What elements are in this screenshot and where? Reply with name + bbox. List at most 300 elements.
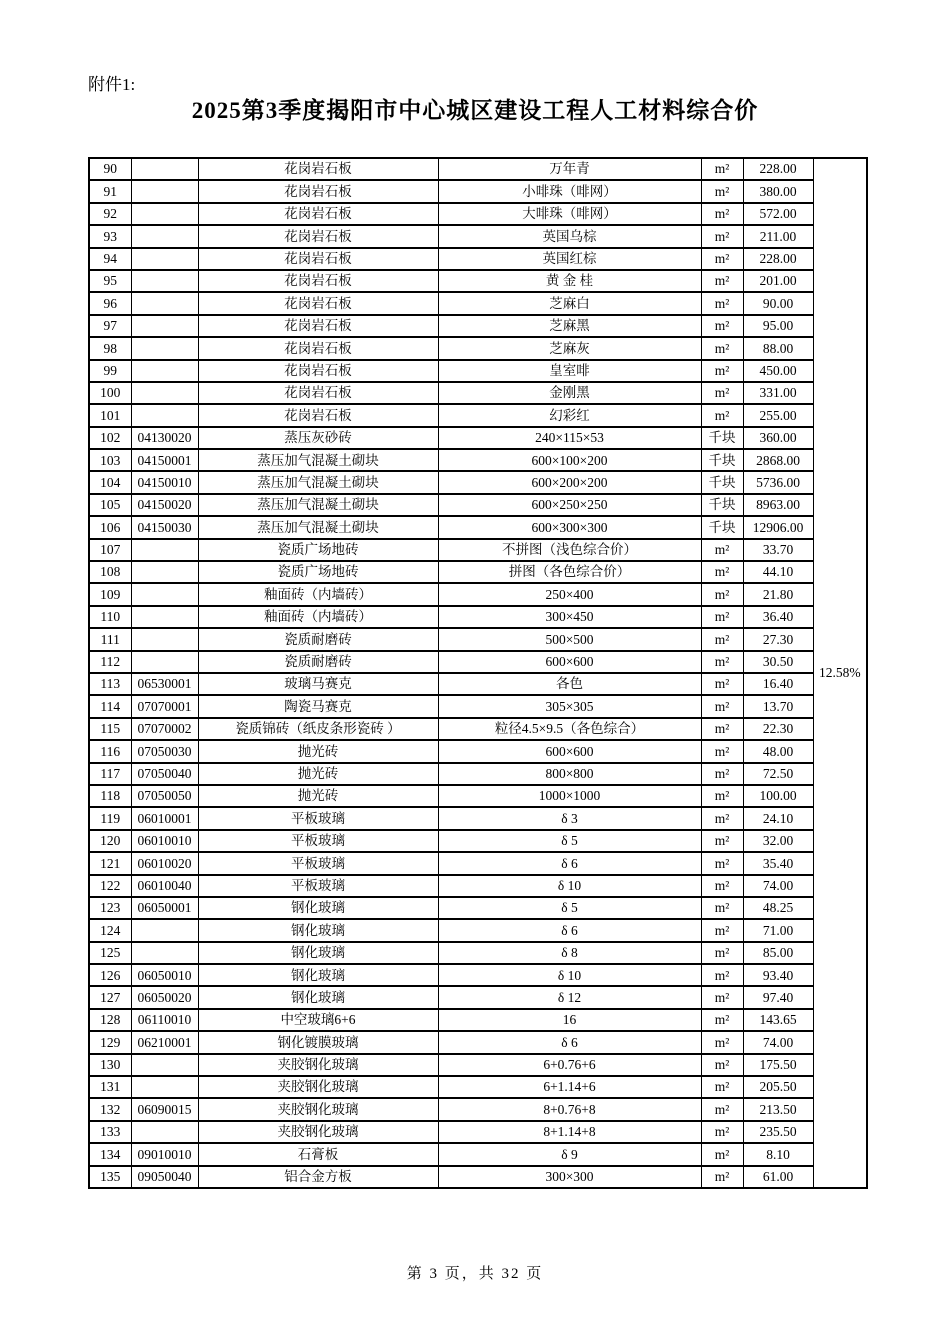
cell-unit: m² <box>701 292 743 314</box>
cell-spec: 芝麻灰 <box>438 337 701 359</box>
cell-spec: 250×400 <box>438 583 701 605</box>
table-row <box>89 248 867 270</box>
cell-row-number: 107 <box>89 539 131 561</box>
cell-unit: m² <box>701 942 743 964</box>
cell-row-number: 93 <box>89 225 131 247</box>
table-row <box>89 583 867 605</box>
cell-spec: 1000×1000 <box>438 785 701 807</box>
cell-spec: δ 6 <box>438 919 701 941</box>
cell-row-number: 129 <box>89 1031 131 1053</box>
cell-spec: 芝麻黑 <box>438 315 701 337</box>
attachment-label: 附件1: <box>88 75 136 94</box>
cell-material-name: 夹胶钢化玻璃 <box>198 1121 438 1143</box>
table-row <box>89 875 867 897</box>
cell-code <box>131 158 198 180</box>
table-row <box>89 516 867 538</box>
cell-material-name: 铝合金方板 <box>198 1166 438 1188</box>
cell-price: 228.00 <box>743 248 813 270</box>
cell-unit: m² <box>701 561 743 583</box>
cell-material-name: 夹胶钢化玻璃 <box>198 1098 438 1120</box>
cell-unit: m² <box>701 1121 743 1143</box>
cell-price: 85.00 <box>743 942 813 964</box>
cell-code: 06050001 <box>131 897 198 919</box>
cell-unit: m² <box>701 248 743 270</box>
cell-unit: 千块 <box>701 449 743 471</box>
cell-material-name: 夹胶钢化玻璃 <box>198 1054 438 1076</box>
cell-unit: m² <box>701 270 743 292</box>
cell-unit: m² <box>701 785 743 807</box>
table-row <box>89 382 867 404</box>
cell-material-name: 花岗岩石板 <box>198 315 438 337</box>
cell-row-number: 99 <box>89 360 131 382</box>
cell-code <box>131 628 198 650</box>
table-row <box>89 225 867 247</box>
table-row <box>89 785 867 807</box>
cell-price: 71.00 <box>743 919 813 941</box>
cell-row-number: 115 <box>89 718 131 740</box>
cell-spec: 800×800 <box>438 763 701 785</box>
cell-price: 380.00 <box>743 180 813 202</box>
cell-row-number: 125 <box>89 942 131 964</box>
table-row <box>89 1076 867 1098</box>
cell-code <box>131 404 198 426</box>
cell-code <box>131 292 198 314</box>
cell-code: 06050010 <box>131 964 198 986</box>
cell-material-name: 钢化镀膜玻璃 <box>198 1031 438 1053</box>
cell-unit: m² <box>701 718 743 740</box>
table-row <box>89 651 867 673</box>
cell-material-name: 花岗岩石板 <box>198 360 438 382</box>
cell-row-number: 92 <box>89 203 131 225</box>
cell-spec: 6+0.76+6 <box>438 1054 701 1076</box>
cell-row-number: 119 <box>89 807 131 829</box>
cell-price: 44.10 <box>743 561 813 583</box>
cell-row-number: 133 <box>89 1121 131 1143</box>
cell-row-number: 135 <box>89 1166 131 1188</box>
cell-code <box>131 203 198 225</box>
cell-code <box>131 1121 198 1143</box>
cell-material-name: 花岗岩石板 <box>198 270 438 292</box>
cell-price: 450.00 <box>743 360 813 382</box>
cell-unit: m² <box>701 1031 743 1053</box>
cell-material-name: 花岗岩石板 <box>198 404 438 426</box>
cell-unit: m² <box>701 404 743 426</box>
cell-price: 36.40 <box>743 606 813 628</box>
cell-row-number: 116 <box>89 740 131 762</box>
cell-spec: δ 3 <box>438 807 701 829</box>
cell-unit: m² <box>701 1098 743 1120</box>
cell-code: 07050040 <box>131 763 198 785</box>
table-row <box>89 718 867 740</box>
cell-row-number: 110 <box>89 606 131 628</box>
cell-row-number: 123 <box>89 897 131 919</box>
table-row <box>89 1143 867 1165</box>
cell-price: 12906.00 <box>743 516 813 538</box>
cell-code: 04150001 <box>131 449 198 471</box>
cell-row-number: 122 <box>89 875 131 897</box>
cell-price: 27.30 <box>743 628 813 650</box>
cell-price: 8.10 <box>743 1143 813 1165</box>
cell-price: 143.65 <box>743 1009 813 1031</box>
cell-code: 06010040 <box>131 875 198 897</box>
cell-row-number: 109 <box>89 583 131 605</box>
cell-material-name: 平板玻璃 <box>198 875 438 897</box>
table-row <box>89 1009 867 1031</box>
cell-spec: 500×500 <box>438 628 701 650</box>
cell-code <box>131 225 198 247</box>
table-row <box>89 852 867 874</box>
cell-price: 213.50 <box>743 1098 813 1120</box>
table-row <box>89 337 867 359</box>
cell-price: 97.40 <box>743 986 813 1008</box>
cell-spec: 黄 金 桂 <box>438 270 701 292</box>
cell-row-number: 112 <box>89 651 131 673</box>
cell-spec: 600×100×200 <box>438 449 701 471</box>
cell-material-name: 钢化玻璃 <box>198 897 438 919</box>
table-row <box>89 270 867 292</box>
cell-unit: 千块 <box>701 494 743 516</box>
cell-row-number: 94 <box>89 248 131 270</box>
cell-material-name: 花岗岩石板 <box>198 203 438 225</box>
table-row <box>89 897 867 919</box>
cell-unit: m² <box>701 180 743 202</box>
cell-code: 04150010 <box>131 471 198 493</box>
cell-material-name: 蒸压加气混凝土砌块 <box>198 494 438 516</box>
cell-material-name: 抛光砖 <box>198 763 438 785</box>
cell-row-number: 100 <box>89 382 131 404</box>
cell-material-name: 玻璃马赛克 <box>198 673 438 695</box>
cell-code <box>131 180 198 202</box>
cell-row-number: 120 <box>89 830 131 852</box>
cell-row-number: 111 <box>89 628 131 650</box>
cell-spec: 英国红棕 <box>438 248 701 270</box>
cell-price: 205.50 <box>743 1076 813 1098</box>
cell-row-number: 91 <box>89 180 131 202</box>
cell-unit: m² <box>701 315 743 337</box>
cell-spec: 8+0.76+8 <box>438 1098 701 1120</box>
price-table-body <box>89 158 867 1188</box>
table-row <box>89 427 867 449</box>
cell-unit: m² <box>701 628 743 650</box>
cell-price: 255.00 <box>743 404 813 426</box>
cell-row-number: 108 <box>89 561 131 583</box>
cell-spec: 不拼图（浅色综合价） <box>438 539 701 561</box>
cell-material-name: 花岗岩石板 <box>198 158 438 180</box>
cell-spec: 300×450 <box>438 606 701 628</box>
cell-unit: m² <box>701 673 743 695</box>
cell-price: 35.40 <box>743 852 813 874</box>
cell-spec: 305×305 <box>438 695 701 717</box>
cell-unit: m² <box>701 203 743 225</box>
cell-spec: 金刚黑 <box>438 382 701 404</box>
cell-row-number: 103 <box>89 449 131 471</box>
cell-price: 235.50 <box>743 1121 813 1143</box>
cell-spec: 粒径4.5×9.5（各色综合） <box>438 718 701 740</box>
cell-price: 88.00 <box>743 337 813 359</box>
cell-unit: m² <box>701 919 743 941</box>
cell-row-number: 130 <box>89 1054 131 1076</box>
table-row <box>89 807 867 829</box>
cell-material-name: 中空玻璃6+6 <box>198 1009 438 1031</box>
table-row <box>89 315 867 337</box>
cell-unit: m² <box>701 606 743 628</box>
cell-code: 06050020 <box>131 986 198 1008</box>
cell-code <box>131 382 198 404</box>
cell-code: 06210001 <box>131 1031 198 1053</box>
cell-material-name: 瓷质锦砖（纸皮条形瓷砖 ） <box>198 718 438 740</box>
cell-code <box>131 1054 198 1076</box>
cell-price: 21.80 <box>743 583 813 605</box>
cell-price: 201.00 <box>743 270 813 292</box>
cell-code: 06010001 <box>131 807 198 829</box>
cell-spec: 小啡珠（啡网） <box>438 180 701 202</box>
cell-spec: δ 6 <box>438 852 701 874</box>
table-row <box>89 695 867 717</box>
table-row <box>89 1098 867 1120</box>
cell-unit: 千块 <box>701 471 743 493</box>
cell-material-name: 蒸压加气混凝土砌块 <box>198 471 438 493</box>
cell-code <box>131 606 198 628</box>
cell-code: 07050030 <box>131 740 198 762</box>
table-row <box>89 830 867 852</box>
table-row <box>89 180 867 202</box>
cell-spec: 芝麻白 <box>438 292 701 314</box>
cell-unit: m² <box>701 651 743 673</box>
table-row <box>89 1054 867 1076</box>
cell-price: 100.00 <box>743 785 813 807</box>
cell-row-number: 124 <box>89 919 131 941</box>
cell-row-number: 114 <box>89 695 131 717</box>
cell-spec: δ 9 <box>438 1143 701 1165</box>
material-price-table <box>88 157 868 1189</box>
cell-unit: m² <box>701 986 743 1008</box>
cell-material-name: 瓷质广场地砖 <box>198 539 438 561</box>
cell-price: 360.00 <box>743 427 813 449</box>
cell-unit: m² <box>701 1076 743 1098</box>
cell-code: 04150030 <box>131 516 198 538</box>
cell-material-name: 平板玻璃 <box>198 852 438 874</box>
table-row <box>89 942 867 964</box>
cell-unit: m² <box>701 1166 743 1188</box>
cell-material-name: 钢化玻璃 <box>198 964 438 986</box>
cell-price: 5736.00 <box>743 471 813 493</box>
cell-code: 07070002 <box>131 718 198 740</box>
cell-material-name: 蒸压加气混凝土砌块 <box>198 449 438 471</box>
cell-row-number: 105 <box>89 494 131 516</box>
cell-spec: δ 8 <box>438 942 701 964</box>
cell-row-number: 96 <box>89 292 131 314</box>
cell-spec: 300×300 <box>438 1166 701 1188</box>
cell-spec: 600×250×250 <box>438 494 701 516</box>
table-row <box>89 539 867 561</box>
cell-spec: 各色 <box>438 673 701 695</box>
table-row <box>89 292 867 314</box>
cell-code: 09050040 <box>131 1166 198 1188</box>
cell-code: 06010020 <box>131 852 198 874</box>
cell-price: 48.00 <box>743 740 813 762</box>
cell-price: 211.00 <box>743 225 813 247</box>
cell-material-name: 花岗岩石板 <box>198 382 438 404</box>
cell-material-name: 钢化玻璃 <box>198 986 438 1008</box>
cell-material-name: 夹胶钢化玻璃 <box>198 1076 438 1098</box>
cell-unit: m² <box>701 763 743 785</box>
table-row <box>89 404 867 426</box>
cell-price: 228.00 <box>743 158 813 180</box>
cell-unit: m² <box>701 337 743 359</box>
page-footer: 第 3 页，共 32 页 <box>406 1266 544 1282</box>
cell-unit: m² <box>701 1009 743 1031</box>
cell-spec: δ 5 <box>438 830 701 852</box>
table-row <box>89 203 867 225</box>
cell-material-name: 花岗岩石板 <box>198 337 438 359</box>
table-row <box>89 1166 867 1188</box>
cell-unit: m² <box>701 875 743 897</box>
cell-unit: m² <box>701 225 743 247</box>
cell-price: 33.70 <box>743 539 813 561</box>
cell-price: 572.00 <box>743 203 813 225</box>
cell-unit: m² <box>701 807 743 829</box>
cell-price: 16.40 <box>743 673 813 695</box>
cell-price: 8963.00 <box>743 494 813 516</box>
cell-material-name: 蒸压灰砂砖 <box>198 427 438 449</box>
table-row <box>89 606 867 628</box>
table-row <box>89 763 867 785</box>
cell-code <box>131 337 198 359</box>
cell-price: 90.00 <box>743 292 813 314</box>
cell-spec: 600×600 <box>438 651 701 673</box>
cell-code <box>131 583 198 605</box>
cell-spec: 6+1.14+6 <box>438 1076 701 1098</box>
cell-unit: m² <box>701 740 743 762</box>
cell-unit: m² <box>701 158 743 180</box>
table-row <box>89 494 867 516</box>
cell-spec: δ 10 <box>438 875 701 897</box>
cell-unit: m² <box>701 539 743 561</box>
cell-spec: 拼图（各色综合价） <box>438 561 701 583</box>
cell-row-number: 98 <box>89 337 131 359</box>
table-row <box>89 986 867 1008</box>
cell-spec: 600×200×200 <box>438 471 701 493</box>
cell-price: 331.00 <box>743 382 813 404</box>
table-row <box>89 360 867 382</box>
cell-material-name: 石膏板 <box>198 1143 438 1165</box>
cell-code <box>131 561 198 583</box>
cell-material-name: 钢化玻璃 <box>198 919 438 941</box>
cell-code: 09010010 <box>131 1143 198 1165</box>
cell-row-number: 121 <box>89 852 131 874</box>
cell-code: 04150020 <box>131 494 198 516</box>
cell-spec: 16 <box>438 1009 701 1031</box>
cell-row-number: 95 <box>89 270 131 292</box>
table-row <box>89 1121 867 1143</box>
cell-material-name: 抛光砖 <box>198 740 438 762</box>
cell-spec: 600×600 <box>438 740 701 762</box>
cell-price: 13.70 <box>743 695 813 717</box>
table-row <box>89 919 867 941</box>
cell-material-name: 瓷质耐磨砖 <box>198 651 438 673</box>
cell-code <box>131 651 198 673</box>
cell-material-name: 瓷质耐磨砖 <box>198 628 438 650</box>
cell-material-name: 釉面砖（内墙砖） <box>198 583 438 605</box>
cell-price: 74.00 <box>743 875 813 897</box>
cell-unit: m² <box>701 1054 743 1076</box>
cell-material-name: 陶瓷马赛克 <box>198 695 438 717</box>
cell-price: 48.25 <box>743 897 813 919</box>
table-row <box>89 449 867 471</box>
cell-price: 61.00 <box>743 1166 813 1188</box>
cell-spec: 600×300×300 <box>438 516 701 538</box>
table-row <box>89 740 867 762</box>
cell-price: 2868.00 <box>743 449 813 471</box>
cell-unit: m² <box>701 695 743 717</box>
cell-spec: 幻彩红 <box>438 404 701 426</box>
cell-material-name: 花岗岩石板 <box>198 292 438 314</box>
cell-code: 07050050 <box>131 785 198 807</box>
cell-spec: δ 10 <box>438 964 701 986</box>
cell-spec: 皇室啡 <box>438 360 701 382</box>
cell-code <box>131 539 198 561</box>
cell-code <box>131 942 198 964</box>
tax-rate-cell: 12.58% <box>813 158 867 1188</box>
cell-spec: 240×115×53 <box>438 427 701 449</box>
cell-unit: m² <box>701 964 743 986</box>
cell-row-number: 128 <box>89 1009 131 1031</box>
cell-material-name: 花岗岩石板 <box>198 225 438 247</box>
cell-row-number: 118 <box>89 785 131 807</box>
cell-code: 06010010 <box>131 830 198 852</box>
cell-code: 06530001 <box>131 673 198 695</box>
cell-price: 72.50 <box>743 763 813 785</box>
cell-spec: 英国乌棕 <box>438 225 701 247</box>
cell-row-number: 126 <box>89 964 131 986</box>
cell-unit: 千块 <box>701 516 743 538</box>
cell-code: 07070001 <box>131 695 198 717</box>
table-row <box>89 471 867 493</box>
cell-material-name: 花岗岩石板 <box>198 248 438 270</box>
cell-spec: 万年青 <box>438 158 701 180</box>
cell-code: 04130020 <box>131 427 198 449</box>
cell-row-number: 132 <box>89 1098 131 1120</box>
cell-row-number: 106 <box>89 516 131 538</box>
cell-code <box>131 360 198 382</box>
cell-material-name: 钢化玻璃 <box>198 942 438 964</box>
cell-code <box>131 315 198 337</box>
cell-code <box>131 919 198 941</box>
cell-spec: 8+1.14+8 <box>438 1121 701 1143</box>
cell-row-number: 131 <box>89 1076 131 1098</box>
cell-spec: 大啡珠（啡网） <box>438 203 701 225</box>
table-row <box>89 673 867 695</box>
cell-unit: m² <box>701 360 743 382</box>
cell-material-name: 蒸压加气混凝土砌块 <box>198 516 438 538</box>
cell-unit: m² <box>701 583 743 605</box>
table-row <box>89 964 867 986</box>
cell-row-number: 102 <box>89 427 131 449</box>
cell-unit: m² <box>701 830 743 852</box>
table-row <box>89 158 867 180</box>
cell-unit: 千块 <box>701 427 743 449</box>
cell-code <box>131 248 198 270</box>
cell-spec: δ 12 <box>438 986 701 1008</box>
cell-price: 22.30 <box>743 718 813 740</box>
cell-row-number: 90 <box>89 158 131 180</box>
cell-code <box>131 270 198 292</box>
table-row <box>89 628 867 650</box>
cell-spec: δ 5 <box>438 897 701 919</box>
cell-code <box>131 1076 198 1098</box>
cell-material-name: 釉面砖（内墙砖） <box>198 606 438 628</box>
cell-row-number: 97 <box>89 315 131 337</box>
